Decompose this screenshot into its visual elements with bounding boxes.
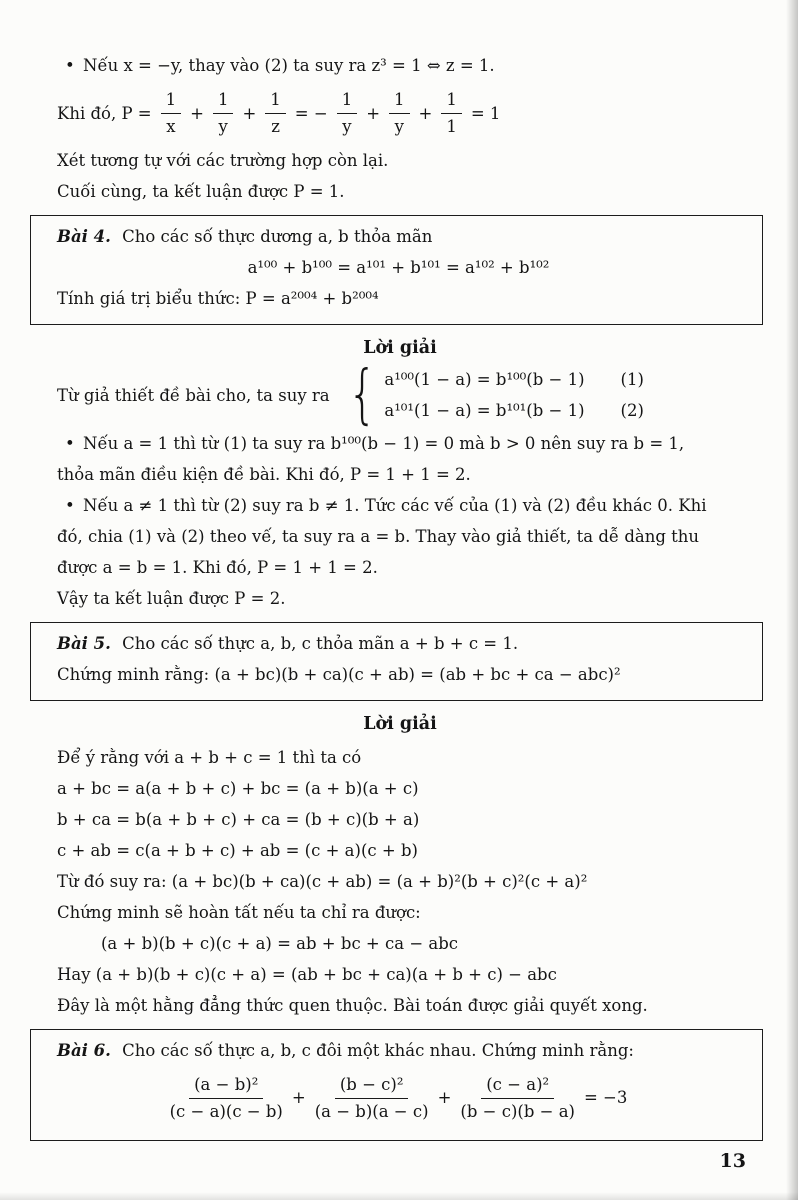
system-equation-1: a¹⁰⁰(1 − a) = b¹⁰⁰(b − 1) (1)	[384, 367, 644, 393]
bullet-icon: •	[65, 495, 75, 515]
problem-4-box	[30, 215, 763, 325]
equals-minus-operator: = −	[294, 103, 328, 123]
expanded-identity: Hay (a + b)(b + c)(c + a) = (ab + bc + ca)(a + b + c) − abc	[57, 964, 557, 984]
case-a-not-1-line: • Nếu a ≠ 1 thì từ (2) suy ra b ≠ 1. Tức các vế của (1) và (2) đều khác 0. Khi	[57, 491, 743, 521]
fraction-1-over-y: $\frac{1}{y}$	[213, 88, 234, 139]
fraction-b-minus-c-squared: $\frac{\text{(b − c)²}}{(a - b)(a - c)}$	[314, 1074, 429, 1121]
plus-operator: +	[190, 103, 204, 123]
fraction-1-over-y: $\frac{1}{y}$	[337, 88, 358, 139]
problem-4-label: Bài 4.	[57, 227, 111, 246]
result-equals-minus-three: = −3	[583, 1088, 628, 1108]
bullet-icon: •	[65, 433, 75, 453]
problem-4-question: Tính giá trị biểu thức: P = a²⁰⁰⁴ + b²⁰⁰⁴	[57, 289, 379, 308]
case-x-equals-neg-y-line	[57, 51, 743, 81]
solution-5-closing: Đây là một hằng đẳng thức quen thuộc. Bài toán được giải quyết xong.	[57, 995, 648, 1015]
remaining-step-note: Chứng minh sẽ hoàn tất nếu ta chỉ ra được:	[57, 902, 421, 922]
plus-operator: +	[437, 1088, 452, 1108]
problem-6-label: Bài 6.	[57, 1040, 111, 1060]
plus-operator: +	[291, 1088, 306, 1108]
problem-6-box	[30, 1029, 763, 1141]
equation-tag-1: (1)	[620, 370, 644, 390]
page-content	[57, 50, 743, 1149]
fraction-1-over-z: $\frac{1}{z}$	[265, 88, 286, 139]
fraction-a-minus-b-squared: $\frac{\text{(a − b)²}}{(c - a)(c - b)}$	[169, 1074, 283, 1121]
solution-4-derivation	[57, 358, 743, 432]
bullet-icon: •	[65, 56, 75, 75]
equation-tag-2: (2)	[620, 401, 644, 421]
plus-operator: +	[366, 103, 381, 123]
derivation-prefix: Từ giả thiết đề bài cho, ta suy ra	[57, 385, 330, 405]
case-a-not-1-continuation-2: được a = b = 1. Khi đó, P = 1 + 1 = 2.	[57, 557, 378, 577]
identity-c-plus-ab: c + ab = c(a + b + c) + ab = (c + a)(c + b)	[57, 840, 418, 860]
problem-5-statement-line	[57, 629, 740, 659]
case-x-equals-neg-y-text: Nếu x = −y, thay vào (2) ta suy ra z³ = 1 ⇔ z = 1.	[83, 56, 495, 75]
solution-4-conclusion: Vậy ta kết luận được P = 2.	[57, 588, 286, 608]
problem-4-equation: a¹⁰⁰ + b¹⁰⁰ = a¹⁰¹ + b¹⁰¹ = a¹⁰² + b¹⁰²	[247, 258, 550, 277]
problem-4-statement: Cho các số thực dương a, b thỏa mãn	[122, 227, 433, 246]
target-identity: (a + b)(b + c)(c + a) = ab + bc + ca − abc	[101, 933, 459, 953]
fraction-c-minus-a-squared: $\frac{\text{(c − a)²}}{(b - c)(b - a)}$	[460, 1074, 575, 1121]
solution-5-observation: Để ý rằng với a + b + c = 1 thì ta có	[57, 747, 362, 767]
case-a-equals-1-line: • Nếu a = 1 thì từ (1) ta suy ra b¹⁰⁰(b − 1) = 0 mà b > 0 nên suy ra b = 1,	[57, 429, 743, 459]
plus-operator: +	[418, 103, 433, 123]
result-equals-one: = 1	[470, 103, 501, 123]
problem-5-label: Bài 5.	[57, 633, 111, 653]
identity-b-plus-ca: b + ca = b(a + b + c) + ca = (b + c)(b + a)	[57, 809, 420, 829]
p-evaluation-equation	[57, 88, 743, 139]
curly-brace-icon: {	[347, 358, 377, 432]
problem-6-statement-line	[57, 1036, 740, 1066]
solution-5-heading: Lời giải	[363, 713, 437, 734]
problem-4-statement-line	[57, 222, 740, 252]
fraction-1-over-x: $\frac{1}{x}$	[161, 88, 182, 139]
case-a-not-1-continuation-1: đó, chia (1) và (2) theo vế, ta suy ra a = b. Thay vào giả thiết, ta dễ dàng thu	[57, 526, 700, 546]
plus-operator: +	[242, 103, 257, 123]
solution-4-heading: Lời giải	[363, 338, 437, 358]
problem-5-box	[30, 622, 763, 701]
combined-identity: Từ đó suy ra: (a + bc)(b + ca)(c + ab) = (a + b)²(b + c)²(c + a)²	[57, 871, 588, 891]
similar-cases-note: Xét tương tự với các trường hợp còn lại.	[57, 151, 389, 170]
fraction-1-over-1: $\frac{1}{1}$	[441, 88, 462, 139]
identity-a-plus-bc: a + bc = a(a + b + c) + bc = (a + b)(a + c)	[57, 778, 419, 798]
top-conclusion: Cuối cùng, ta kết luận được P = 1.	[57, 182, 345, 201]
problem-6-statement: Cho các số thực a, b, c đôi một khác nhau. Chứng minh rằng:	[122, 1040, 634, 1060]
problem-5-statement: Cho các số thực a, b, c thỏa mãn a + b + c = 1.	[122, 633, 519, 653]
problem-5-claim: Chứng minh rằng: (a + bc)(b + ca)(c + ab) = (ab + bc + ca − abc)²	[57, 664, 621, 684]
p-eval-prefix: Khi đó, P =	[57, 103, 152, 123]
fraction-1-over-y: $\frac{1}{y}$	[389, 88, 410, 139]
problem-6-equation	[57, 1073, 740, 1124]
page-number: 13	[719, 1150, 746, 1172]
equation-system	[342, 358, 644, 432]
system-equation-2: a¹⁰¹(1 − a) = b¹⁰¹(b − 1) (2)	[384, 398, 644, 424]
case-a-equals-1-continuation: thỏa mãn điều kiện đề bài. Khi đó, P = 1 + 1 = 2.	[57, 464, 471, 484]
